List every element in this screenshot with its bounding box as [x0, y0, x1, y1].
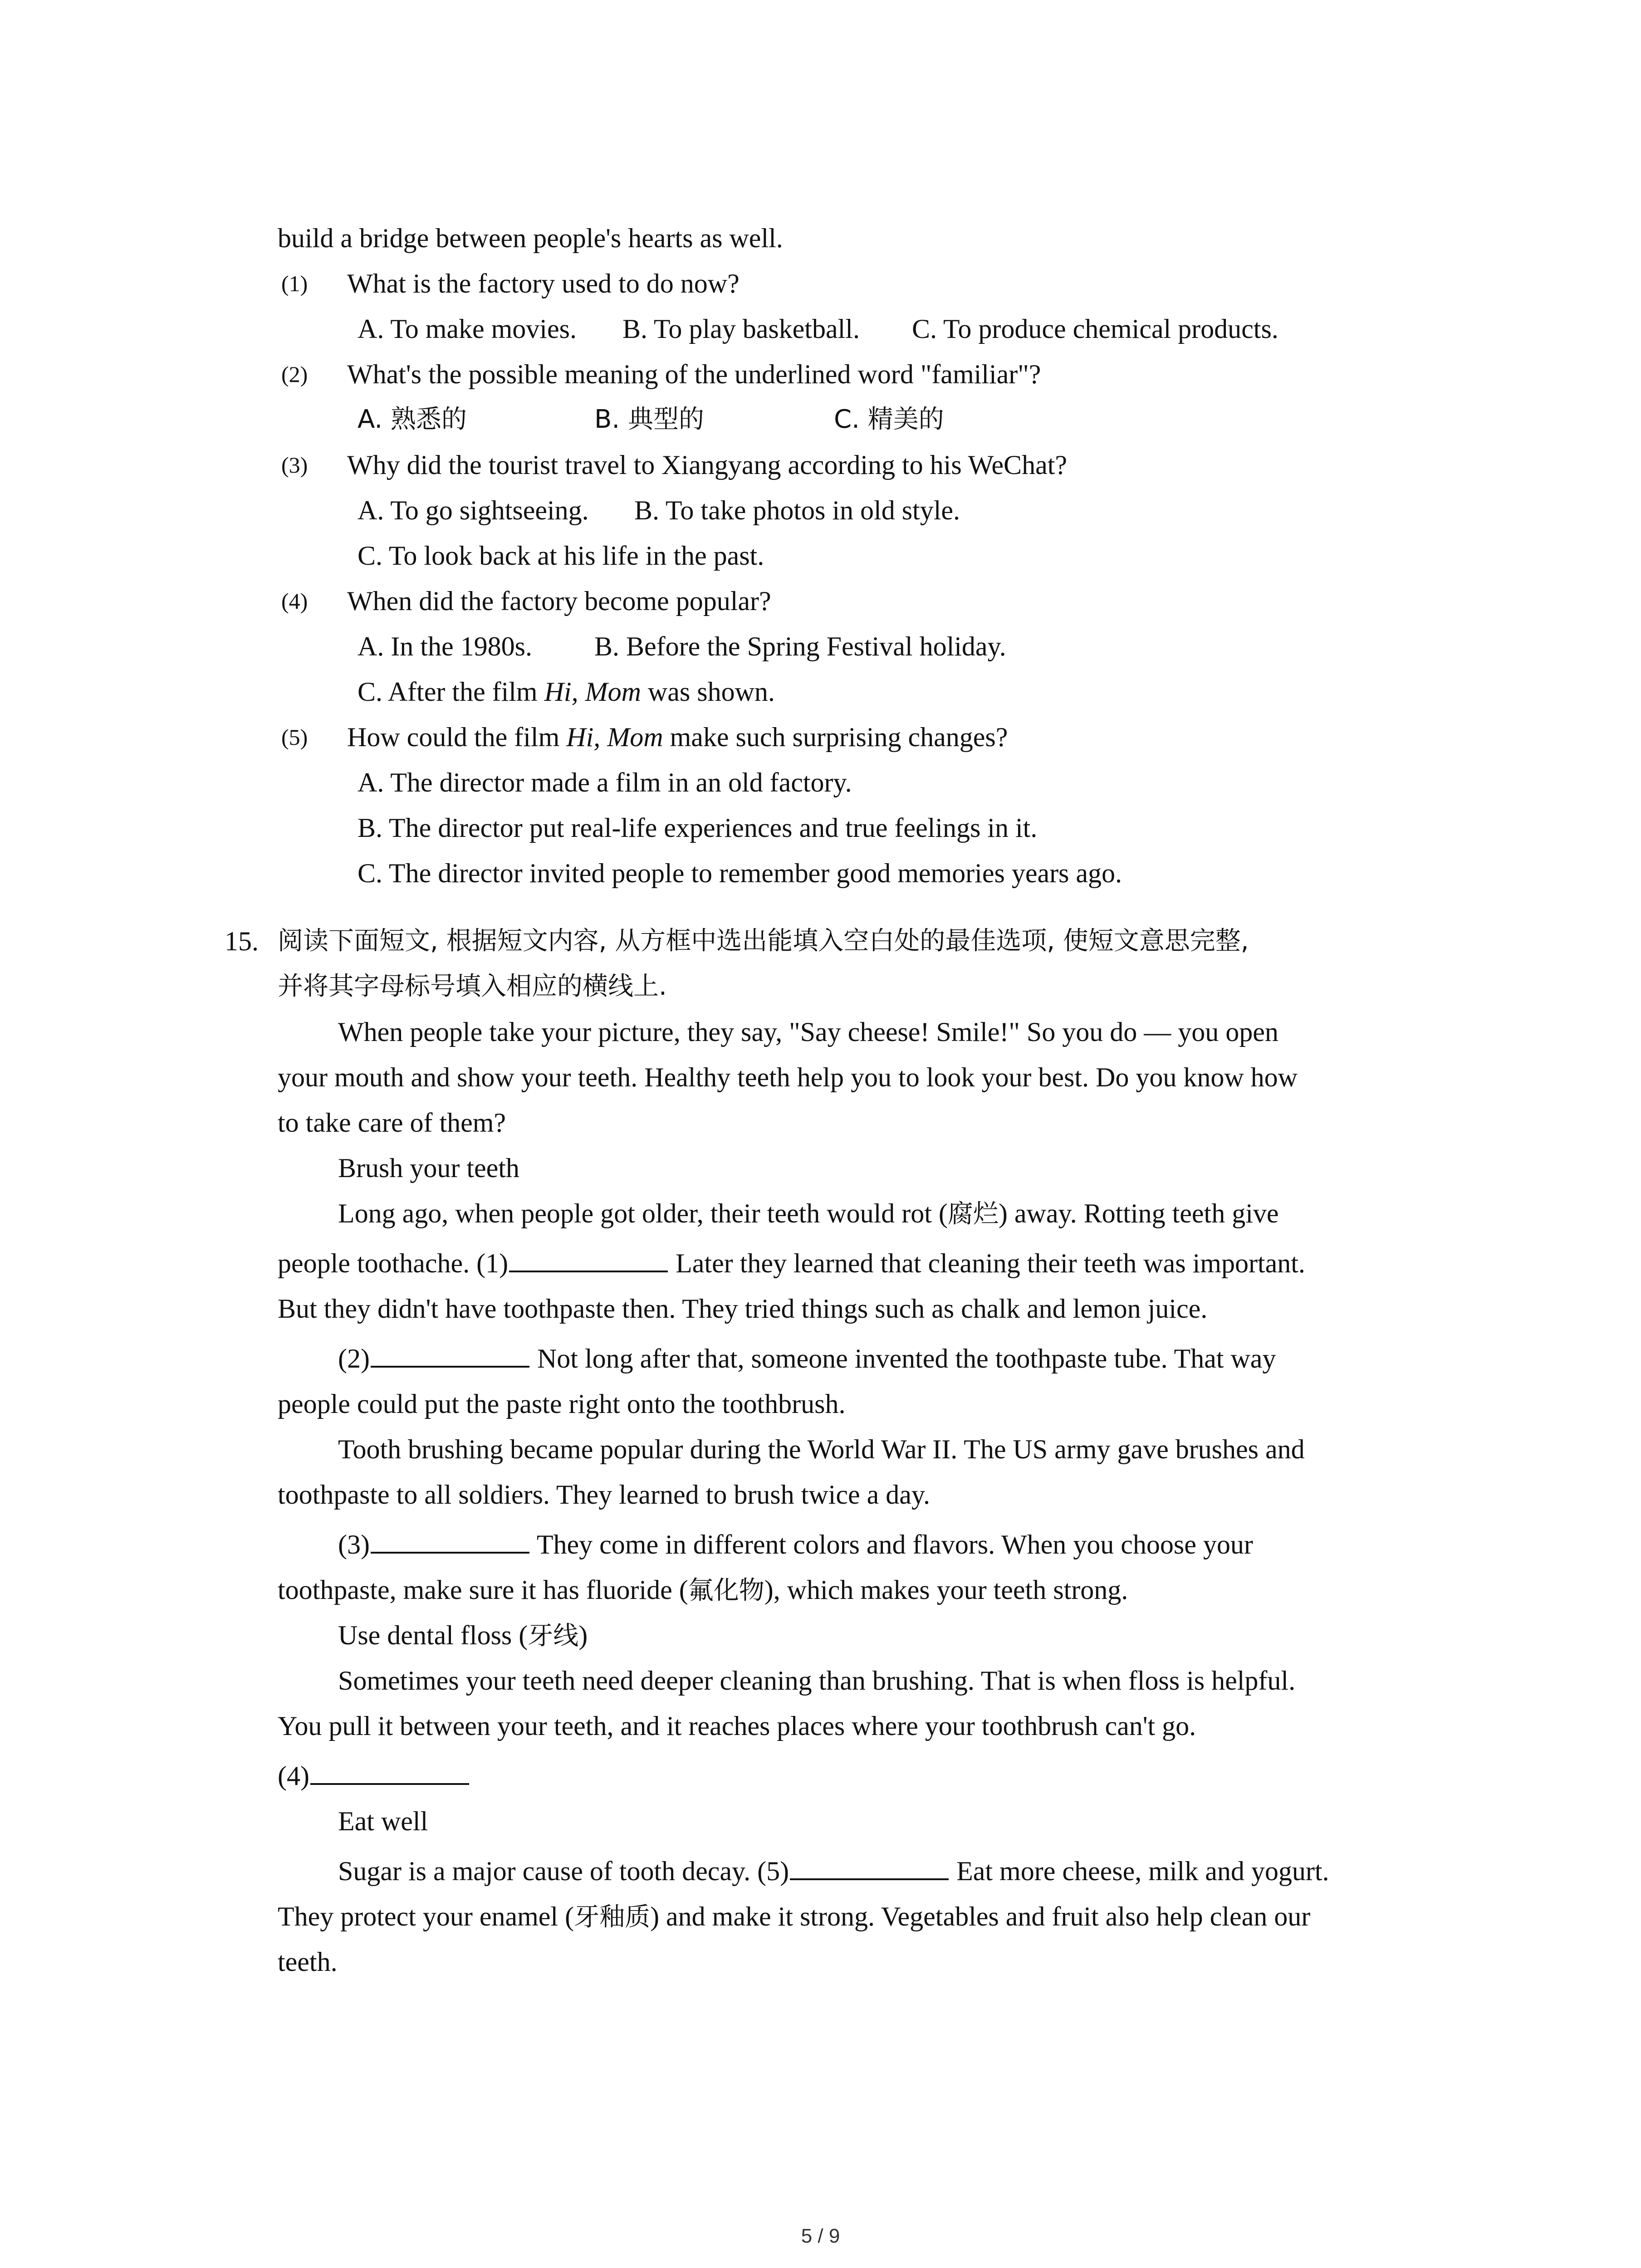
option-a: A. In the 1980s. [358, 631, 532, 661]
page-number: 5 / 9 [801, 2225, 840, 2247]
chinese-gloss: 腐烂 [947, 1199, 999, 1229]
passage-line: (3) They come in different colors and flavors. When you choose your [338, 1526, 1253, 1563]
question-number: (4) [281, 588, 308, 614]
option-c: C. To produce chemical products. [912, 314, 1279, 344]
passage-line: Tooth brushing became popular during the World War II. The US army gave brushes and [338, 1434, 1305, 1464]
option-b: B. 典型的 [594, 405, 705, 434]
answer-blank-3[interactable] [371, 1528, 529, 1554]
option-a: A. To make movies. [358, 314, 577, 344]
passage-line: You pull it between your teeth, and it reaches places where your toothbrush can't go. [278, 1711, 1196, 1741]
question-number: (1) [281, 271, 308, 296]
continuation-line: build a bridge between people's hearts as well. [278, 223, 783, 253]
instruction-line: 并将其字母标号填入相应的横线上. [278, 972, 667, 1001]
option-c: C. The director invited people to remember good memories years ago. [358, 858, 1122, 888]
chinese-gloss: 牙釉质 [574, 1902, 651, 1932]
chinese-gloss: 牙线 [528, 1621, 579, 1651]
answer-blank-1[interactable] [509, 1247, 668, 1272]
option-b: B. To take photos in old style. [634, 495, 960, 525]
option-b: B. The director put real-life experiences and true feelings in it. [358, 813, 1038, 843]
section-heading: Use dental floss (牙线) [338, 1620, 588, 1651]
passage-line: Sometimes your teeth need deeper cleaning than brushing. That is when floss is helpful. [338, 1666, 1296, 1696]
option-a: A. To go sightseeing. [358, 495, 589, 525]
option-c: C. 精美的 [834, 405, 944, 434]
passage-line: Sugar is a major cause of tooth decay. (5) Eat more cheese, milk and yogurt. [338, 1853, 1329, 1889]
question-text: What's the possible meaning of the underlined word "familiar"? [347, 359, 1041, 389]
section-heading: Brush your teeth [338, 1153, 519, 1183]
passage-line: toothpaste, make sure it has fluoride (氟化物), which makes your teeth strong. [278, 1575, 1128, 1605]
option-b: B. To play basketball. [622, 314, 860, 344]
option-a: A. The director made a film in an old factory. [358, 767, 852, 797]
passage-line: your mouth and show your teeth. Healthy teeth help you to look your best. Do you know how [278, 1062, 1298, 1092]
passage-line: They protect your enamel (牙釉质) and make it strong. Vegetables and fruit also help clean our [278, 1901, 1311, 1932]
question-number: (3) [281, 452, 308, 478]
film-title: Hi, Mom [544, 677, 641, 707]
answer-blank-5[interactable] [790, 1855, 949, 1880]
passage-line: When people take your picture, they say, "Say cheese! Smile!" So you do — you open [338, 1017, 1279, 1047]
passage-line: people could put the paste right onto the toothbrush. [278, 1389, 846, 1419]
section-heading: Eat well [338, 1806, 428, 1836]
chinese-gloss: 氟化物 [688, 1576, 764, 1605]
question-15-number: 15. [225, 926, 259, 956]
question-number: (2) [281, 362, 308, 387]
passage-line: toothpaste to all soldiers. They learned to brush twice a day. [278, 1480, 930, 1510]
film-title: Hi, Mom [566, 722, 663, 752]
passage-line: But they didn't have toothpaste then. They tried things such as chalk and lemon juice. [278, 1294, 1208, 1324]
question-text: How could the film Hi, Mom make such surprising changes? [347, 722, 1008, 752]
question-text: When did the factory become popular? [347, 586, 771, 616]
option-c: C. After the film Hi, Mom was shown. [358, 677, 775, 707]
passage-line: people toothache. (1) Later they learned that cleaning their teeth was important. [278, 1245, 1305, 1281]
question-text: What is the factory used to do now? [347, 269, 740, 298]
answer-blank-4[interactable] [310, 1760, 469, 1785]
passage-line: (4) [278, 1758, 470, 1794]
passage-line: teeth. [278, 1947, 338, 1977]
passage-line: (2) Not long after that, someone invented the toothpaste tube. That way [338, 1340, 1276, 1377]
question-text: Why did the tourist travel to Xiangyang according to his WeChat? [347, 450, 1068, 480]
passage-line: Long ago, when people got older, their teeth would rot (腐烂) away. Rotting teeth give [338, 1198, 1279, 1229]
question-number: (5) [281, 724, 308, 750]
option-a: A. 熟悉的 [358, 405, 467, 434]
option-c: C. To look back at his life in the past. [358, 541, 764, 571]
instruction-line: 阅读下面短文, 根据短文内容, 从方框中选出能填入空白处的最佳选项, 使短文意思完整, [278, 926, 1249, 956]
option-b: B. Before the Spring Festival holiday. [594, 631, 1006, 661]
passage-line: to take care of them? [278, 1108, 506, 1138]
answer-blank-2[interactable] [371, 1342, 529, 1368]
